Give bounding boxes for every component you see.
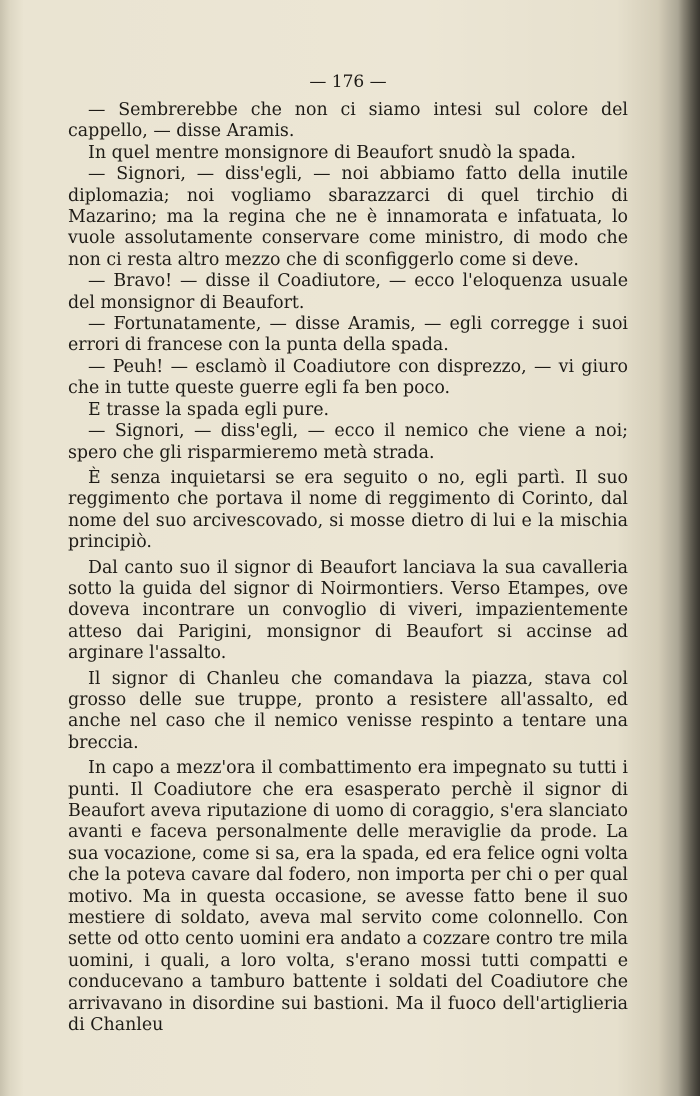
paragraph: E trasse la spada egli pure. — [88, 399, 330, 420]
paragraph: È senza inquietarsi se era seguito o no, egli partì. Il suo reggimento che portava il nome di reggimento di Corinto, dal nome del suo arcivescovado, si mosse dietro di lui e la mischia principiò. — [68, 467, 628, 553]
book-spine-shadow — [678, 0, 700, 1096]
body-text — [68, 100, 628, 1036]
paragraph: — Bravo! — disse il Coadiutore, — ecco l'eloquenza usuale del monsignor di Beaufort. — [68, 271, 628, 313]
paragraph: — Signori, — diss'egli, — ecco il nemico che viene a noi; spero che gli risparmieremo metà strada. — [68, 421, 628, 463]
paragraph: — Sembrerebbe che non ci siamo intesi sul colore del cappello, — disse Aramis. — [68, 100, 628, 142]
paragraph: Il signor di Chanleu che comandava la piazza, stava col grosso delle sue truppe, pronto a resistere all'assalto, ed anche nel caso che il nemico venisse respinto a tentare una breccia. — [68, 668, 628, 753]
page-number: — 176 — — [309, 72, 387, 92]
paragraph: — Signori, — diss'egli, — noi abbiamo fatto della inutile diplomazia; noi vogliamo sbarazzarci di quel tirchio di Mazarino; ma la regina che ne è innamorata e infatuata, lo vuole assolutamente conservare come ministro, di modo che non ci resta altro mezzo che di sconfiggerlo come si deve. — [68, 164, 628, 270]
paragraph: — Fortunatamente, — disse Aramis, — egli corregge i suoi errori di francese con la punta della spada. — [68, 314, 628, 356]
paragraph: In capo a mezz'ora il combattimento era impegnato su tutti i punti. Il Coadiutore che era esasperato perchè il signor di Beaufort aveva riputazione di uomo di coraggio, s'era slanciato avanti e faceva personalmente delle meraviglie da prode. La sua vocazione, come si sa, era la spada, ed era felice ogni volta che la poteva cavare dal fodero, non importa per chi o per qual motivo. Ma in questa occasione, se avesse fatto bene il suo mestiere di soldato, aveva mal servito come colonnello. Con sette od otto cento uomini era andato a cozzare contro tre mila uomini, i quali, a loro volta, s'erano mossi tutti compatti e conducevano a tamburo battente i soldati del Coadiutore che arrivavano in disordine sui bastioni. Ma il fuoco dell'artiglieria di Chanleu — [68, 758, 628, 1036]
paragraph: In quel mentre monsignore di Beaufort snudò la spada. — [88, 142, 576, 163]
paragraph: Dal canto suo il signor di Beaufort lanciava la sua cavalleria sotto la guida del signor di Noirmontiers. Verso Etampes, ove doveva incontrare un convoglio di viveri, impazientemente atteso dai Parigini, monsignor di Beaufort si accinse ad arginare l'assalto. — [68, 557, 628, 664]
book-page — [68, 70, 628, 1036]
paragraph: — Peuh! — esclamò il Coadiutore con disprezzo, — vi giuro che in tutte queste guerre egli fa ben poco. — [68, 356, 628, 399]
